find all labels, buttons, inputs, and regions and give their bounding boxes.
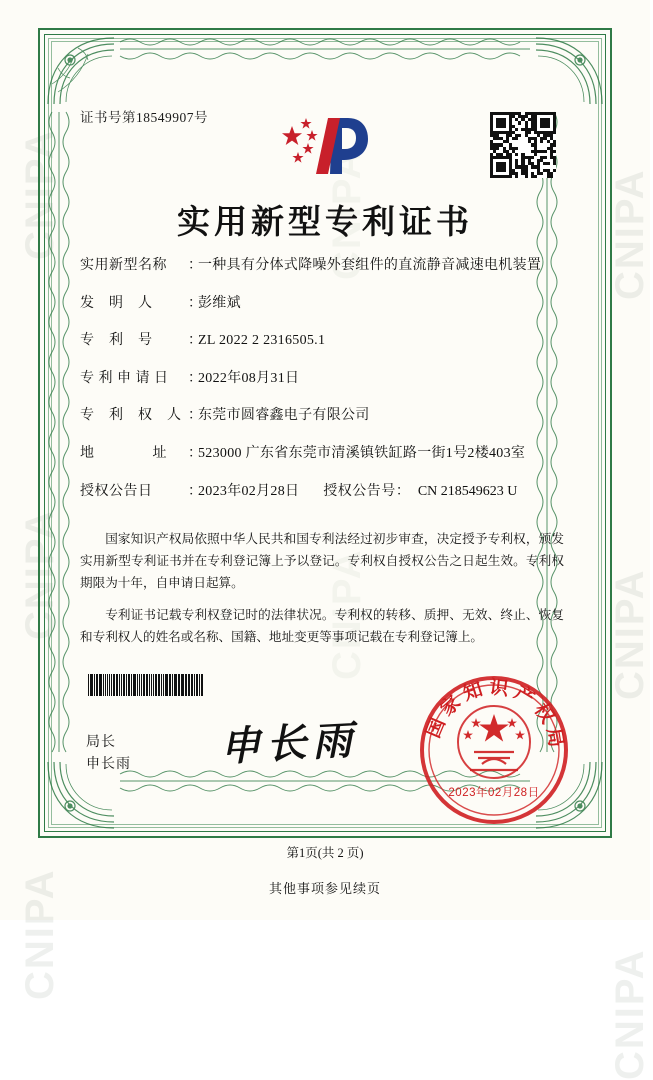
field-row-patentee [80, 406, 560, 426]
field-label-secondary: 授权公告号 [323, 483, 396, 499]
cnipa-logo-icon [272, 112, 382, 184]
field-colon: ： [188, 258, 202, 273]
corner-ornament-icon [532, 34, 606, 108]
watermark-text: CNIPA [18, 868, 62, 1000]
paragraph: 专利证书记载专利权登记时的法律状况。专利权的转移、质押、无效、终止、恢复和专利权人的姓名或名称、国籍、地址变更等事项记载在专利登记簿上。 [80, 608, 564, 644]
field-colon: ： [395, 483, 410, 499]
seal-date: 2023年02月28日 [448, 787, 540, 799]
field-label: 专 利 申 请 日 [80, 370, 169, 386]
field-value: 一种具有分体式降噪外套组件的直流静音减速电机装置 [198, 258, 542, 273]
field-row-address [80, 444, 560, 464]
signature-block [86, 732, 131, 776]
corner-ornament-icon [44, 34, 118, 108]
qr-code-icon [490, 112, 556, 178]
border-ornament-top [120, 36, 530, 62]
field-value: 523000 广东省东莞市清溪镇铁缸路一街1号2楼403室 [198, 445, 526, 461]
field-row-application-date [80, 369, 560, 389]
certificate-number: 证书号第18549907号 [80, 110, 208, 125]
field-value: 2023年02月28日 [198, 483, 300, 499]
field-colon: ： [188, 370, 202, 386]
field-colon: ： [188, 483, 202, 499]
field-row-inventor [80, 294, 560, 314]
field-row-patent-number [80, 331, 560, 351]
field-label: 发 明 人 [80, 295, 153, 311]
paragraph: 国家知识产权局依照中华人民共和国专利法经过初步审查，决定授予专利权，颁发实用新型专利证书并在专利登记簿上予以登记。专利权自授权公告之日起生效。专利权期限为十年，自申请日起算。 [80, 532, 564, 590]
field-row-name [80, 256, 560, 276]
footer-note: 其他事项参见续页 [268, 881, 381, 896]
watermark-text: CNIPA [325, 148, 369, 280]
field-list [80, 256, 560, 519]
watermark-text: CNIPA [608, 568, 652, 700]
field-label: 专 利 号 [80, 333, 153, 349]
legal-text [80, 528, 564, 658]
field-colon: ： [188, 445, 202, 461]
watermark-text: CNIPA [18, 508, 62, 640]
field-label: 授权公告日 [80, 483, 153, 499]
watermark-text: CNIPA [608, 948, 652, 1080]
field-colon: ： [188, 408, 202, 424]
watermark-text: CNIPA [325, 548, 369, 680]
field-value: ZL 2022 2 2316505.1 [198, 333, 326, 349]
director-handwritten-signature: 申长雨 [219, 717, 360, 770]
watermark-text: CNIPA [18, 128, 62, 260]
field-colon: ： [188, 333, 202, 349]
page-title: 实用新型专利证书 [177, 205, 473, 241]
field-colon: ： [188, 295, 202, 311]
page-number: 第1页(共 2 页) [286, 846, 364, 860]
field-label: 专 利 权 人 [80, 408, 182, 424]
watermark-text: CNIPA [608, 168, 652, 300]
svg-text:国家知识产权局: 国家知识产权局 [423, 677, 567, 754]
field-label: 实用新型名称 [80, 258, 167, 273]
field-label: 地 址 [80, 445, 167, 461]
director-name-label: 申长雨 [86, 757, 131, 772]
field-value-secondary: CN 218549623 U [417, 483, 518, 499]
field-value: 彭维斌 [198, 295, 241, 311]
barcode-icon [88, 674, 216, 696]
director-role-label: 局长 [86, 735, 116, 750]
field-row-grant [80, 482, 560, 502]
official-seal [418, 674, 570, 826]
field-value: 东莞市圆睿鑫电子有限公司 [198, 408, 370, 424]
field-value: 2022年08月31日 [198, 370, 300, 386]
